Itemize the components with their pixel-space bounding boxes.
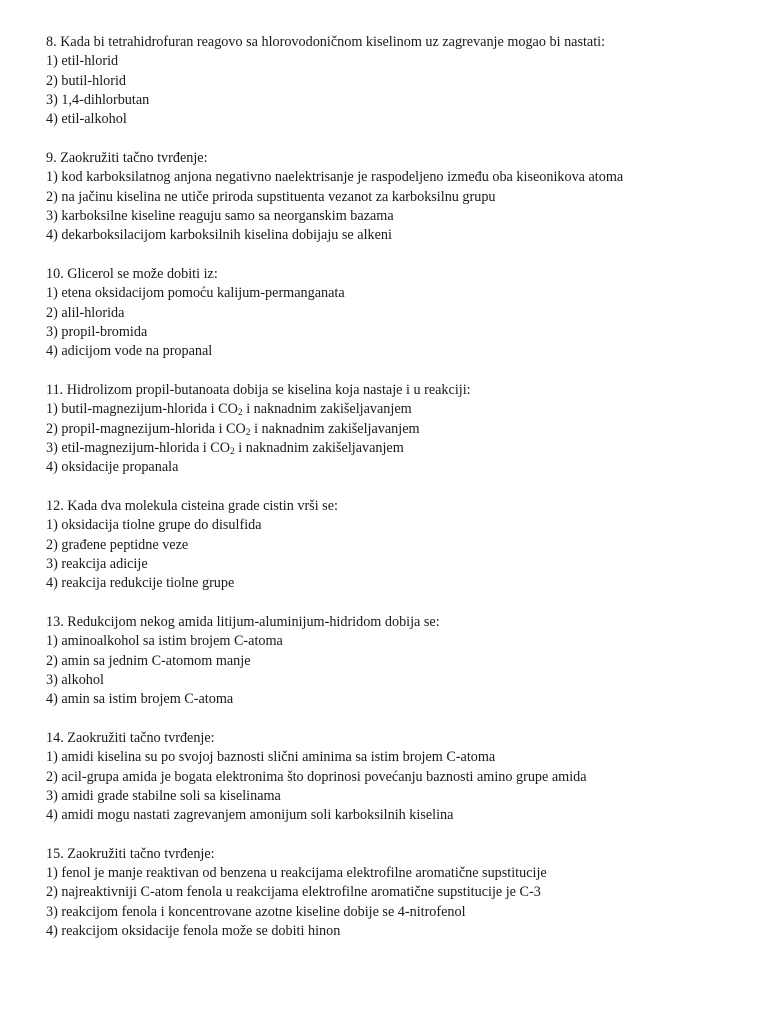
answer-option	[46, 458, 746, 477]
question-text: 13. Redukcijom nekog amida litijum-aluminijum-hidridom dobija se:	[46, 613, 440, 630]
answer-option: 4) amidi mogu nastati zagrevanjem amonijum soli karboksilnih kiselina	[46, 807, 454, 824]
answer-option: 3) reakcija adicije	[46, 555, 148, 572]
answer-option: 2) alil-hlorida	[46, 304, 125, 321]
option-text: i naknadnim zakišeljavanjem	[250, 420, 420, 437]
question-text: 12. Kada dva molekula cisteina grade cistin vrši se:	[46, 497, 338, 514]
subscript: 2	[245, 427, 251, 438]
answer-option: 3) reakcijom fenola i koncentrovane azotne kiseline dobije se 4-nitrofenol	[46, 903, 466, 920]
question-8	[46, 33, 746, 129]
answer-option: 4) dekarboksilacijom karboksilnih kiselina dobijaju se alkeni	[46, 227, 392, 244]
document-page	[46, 33, 746, 961]
question-text: 11. Hidrolizom propil-butanoata dobija se kiselina koja nastaje i u reakciji:	[46, 381, 471, 398]
answer-option	[46, 400, 746, 419]
option-text: 4) oksidacije propanala	[46, 459, 179, 476]
option-text: i naknadnim zakišeljavanjem	[234, 439, 404, 456]
option-text: 3) etil-magnezijum-hlorida i CO	[46, 439, 230, 456]
subscript: 2	[237, 408, 243, 419]
answer-option: 4) amin sa istim brojem C-atoma	[46, 691, 234, 708]
answer-option: 4) adicijom vode na propanal	[46, 343, 213, 360]
answer-option: 3) alkohol	[46, 671, 104, 688]
question-text: 8. Kada bi tetrahidrofuran reagovo sa hlorovodoničnom kiselinom uz zagrevanje mogao bi nastati:	[46, 34, 606, 50]
question-11	[46, 381, 746, 477]
answer-option: 3) propil-bromida	[46, 323, 148, 340]
question-text: 10. Glicerol se može dobiti iz:	[46, 265, 218, 282]
answer-option: 3) amidi grade stabilne soli sa kiselinama	[46, 787, 281, 804]
option-text: 1) butil-magnezijum-hlorida i CO	[46, 401, 238, 418]
question-text: 14. Zaokružiti tačno tvrđenje:	[46, 729, 215, 746]
answer-option: 2) na jačinu kiselina ne utiče priroda supstituenta vezanot za karboksilnu grupu	[46, 188, 496, 205]
question-12	[46, 497, 746, 593]
answer-option: 4) etil-alkohol	[46, 111, 127, 128]
question-10	[46, 265, 746, 361]
answer-option: 4) reakcija redukcije tiolne grupe	[46, 575, 235, 592]
answer-option: 2) butil-hlorid	[46, 72, 126, 89]
question-14	[46, 729, 746, 825]
answer-option: 4) reakcijom oksidacije fenola može se dobiti hinon	[46, 923, 341, 940]
answer-option: 2) acil-grupa amida je bogata elektronima što doprinosi povećanju baznosti amino grupe amida	[46, 768, 587, 785]
question-text: 15. Zaokružiti tačno tvrđenje:	[46, 845, 215, 862]
answer-option: 1) fenol je manje reaktivan od benzena u reakcijama elektrofilne aromatične supstitucije	[46, 865, 547, 882]
question-9	[46, 149, 746, 245]
option-text: 2) propil-magnezijum-hlorida i CO	[46, 420, 246, 437]
answer-option: 2) najreaktivniji C-atom fenola u reakcijama elektrofilne aromatične supstitucije je C-3	[46, 884, 541, 901]
answer-option: 3) 1,4-dihlorbutan	[46, 91, 150, 108]
answer-option: 3) karboksilne kiseline reaguju samo sa neorganskim bazama	[46, 207, 394, 224]
answer-option: 1) etil-hlorid	[46, 53, 119, 70]
answer-option: 1) kod karboksilatnog anjona negativno naelektrisanje je raspodeljeno između oba kiseonikova atoma	[46, 169, 624, 186]
answer-option: 2) amin sa jednim C-atomom manje	[46, 652, 251, 669]
answer-option: 1) aminoalkohol sa istim brojem C-atoma	[46, 633, 283, 650]
option-text: i naknadnim zakišeljavanjem	[242, 401, 412, 418]
question-13	[46, 613, 746, 709]
question-15	[46, 845, 746, 941]
answer-option	[46, 420, 746, 439]
answer-option: 1) amidi kiselina su po svojoj baznosti slični aminima sa istim brojem C-atoma	[46, 749, 496, 766]
question-text: 9. Zaokružiti tačno tvrđenje:	[46, 149, 208, 166]
answer-option: 1) oksidacija tiolne grupe do disulfida	[46, 517, 262, 534]
subscript: 2	[230, 446, 235, 457]
answer-option: 2) građene peptidne veze	[46, 536, 189, 553]
answer-option: 1) etena oksidacijom pomoću kalijum-permanganata	[46, 285, 345, 302]
answer-option	[46, 439, 746, 458]
